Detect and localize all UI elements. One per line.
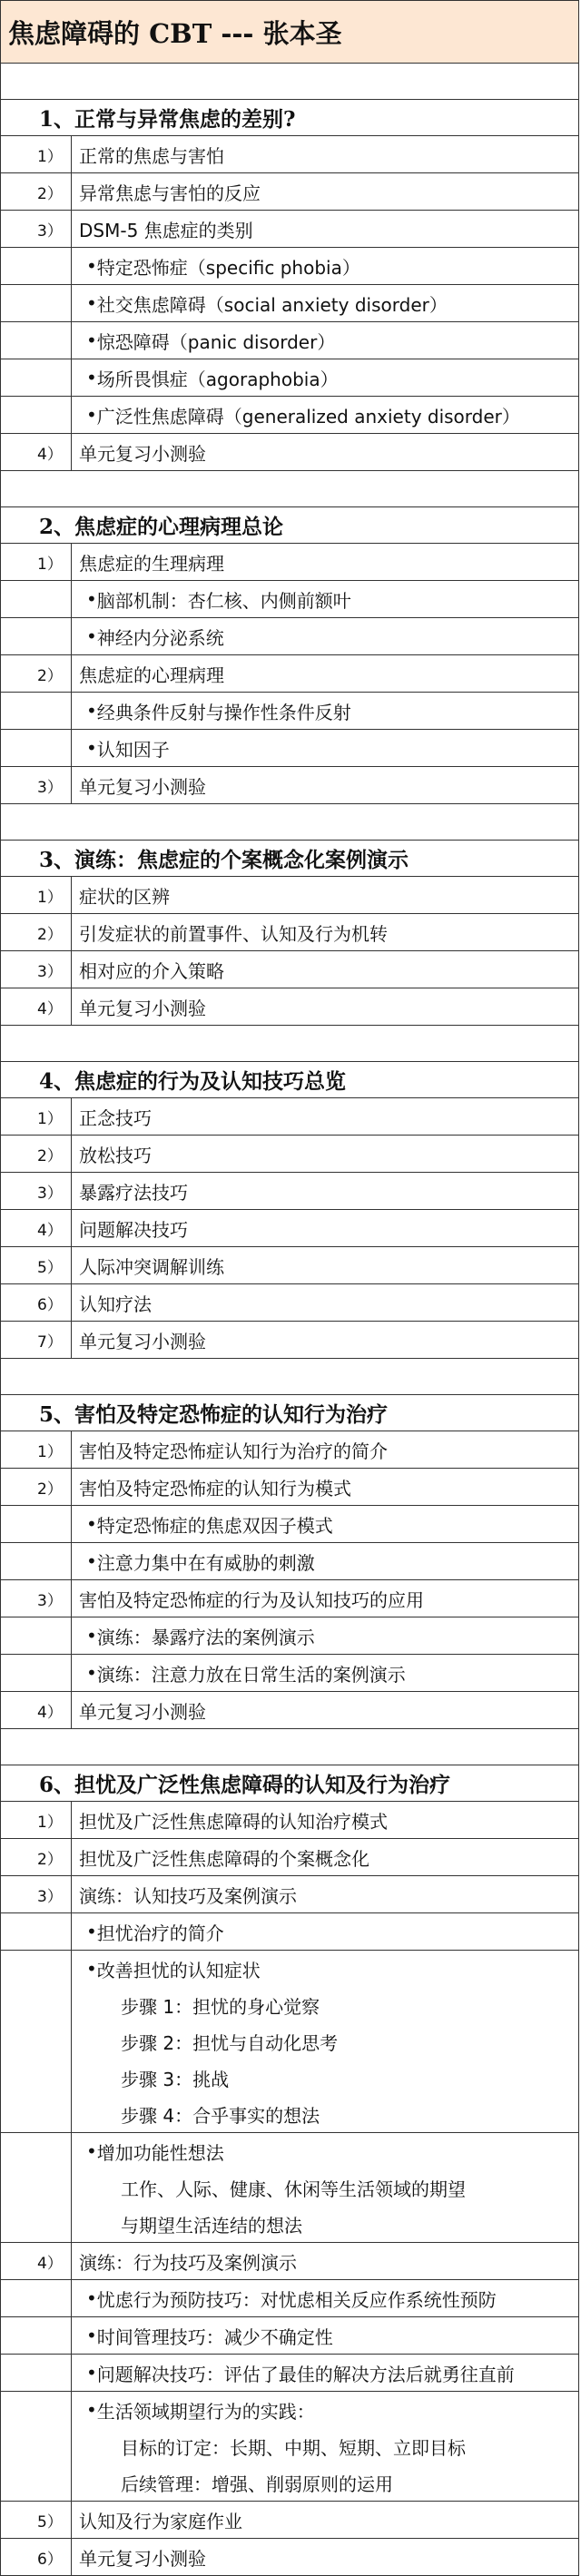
item-number <box>1 1913 72 1950</box>
list-item <box>1 2243 579 2280</box>
list-item <box>1 1136 579 1173</box>
sub-item-text: 目标的订定：长期、中期、短期、立即目标 <box>121 2436 466 2459</box>
sections-container <box>1 64 579 2576</box>
section-heading-row <box>1 100 579 136</box>
bullet-text: • 广泛性焦虑障碍（generalized anxiety disorder） <box>79 397 578 433</box>
item-content <box>72 1136 578 1172</box>
item-number <box>1 248 72 284</box>
list-item <box>1 2502 579 2539</box>
list-item <box>1 2539 579 2576</box>
item-content <box>72 1617 578 1654</box>
list-item <box>1 1431 579 1469</box>
item-text: 演练：行为技巧及案例演示 <box>79 2251 297 2274</box>
item-number <box>1 693 72 729</box>
item-content <box>72 1469 578 1505</box>
item-number <box>1 2280 72 2316</box>
item-number: 2） <box>1 173 72 210</box>
item-content <box>72 951 578 988</box>
bullet-text: • 认知因子 <box>79 730 578 766</box>
list-item <box>1 767 579 804</box>
item-content <box>72 1247 578 1283</box>
item-content <box>72 544 578 580</box>
list-item <box>1 1469 579 1506</box>
item-text: 单元复习小测验 <box>79 1700 206 1723</box>
page-title: 焦虑障碍的 CBT --- 张本圣 <box>8 17 342 49</box>
item-text: 单元复习小测验 <box>79 442 206 465</box>
section-heading-row <box>1 1395 579 1431</box>
item-number: 4） <box>1 2243 72 2279</box>
spacer-row <box>1 471 579 507</box>
item-number <box>1 618 72 654</box>
item-text: 认知及行为家庭作业 <box>79 2510 242 2532</box>
item-content <box>72 2317 578 2354</box>
section-heading-row <box>1 1765 579 1802</box>
item-content <box>72 1322 578 1358</box>
section-heading-row <box>1 507 579 544</box>
sub-item-text: 步骤 1：担忧的身心觉察 <box>121 1995 320 2018</box>
item-text: DSM-5 焦虑症的类别 <box>79 219 253 241</box>
item-content <box>72 136 578 172</box>
item-number: 4） <box>1 1210 72 1246</box>
item-number: 6） <box>1 2539 72 2575</box>
item-content <box>72 1210 578 1246</box>
list-item <box>1 1913 579 1951</box>
item-number: 2） <box>1 1136 72 1172</box>
item-content <box>72 1284 578 1321</box>
item-number: 4） <box>1 434 72 470</box>
list-item <box>1 397 579 434</box>
spacer-row <box>1 804 579 841</box>
item-text: 正常的焦虑与害怕 <box>79 144 224 167</box>
list-item <box>1 2280 579 2317</box>
item-number <box>1 397 72 433</box>
bullet-text: • 演练：暴露疗法的案例演示 <box>79 1617 578 1654</box>
bullet-text: • 注意力集中在有威胁的刺激 <box>79 1543 578 1579</box>
section-heading: 3、演练：焦虑症的个案概念化案例演示 <box>39 848 409 872</box>
list-item <box>1 1543 579 1580</box>
item-content <box>72 914 578 950</box>
item-content <box>72 767 578 803</box>
section-heading-row <box>1 841 579 877</box>
item-number: 1） <box>1 1802 72 1838</box>
item-content <box>72 434 578 470</box>
spacer-row <box>1 1359 579 1395</box>
list-item <box>1 2317 579 2355</box>
item-content <box>72 1692 578 1728</box>
sub-item-text: 与期望生活连结的想法 <box>121 2214 302 2237</box>
item-content <box>72 877 578 913</box>
item-content <box>72 1655 578 1691</box>
list-item <box>1 877 579 914</box>
list-item <box>1 1951 579 2133</box>
item-content <box>72 248 578 284</box>
list-item <box>1 2133 579 2243</box>
item-text: 害怕及特定恐怖症认知行为治疗的简介 <box>79 1440 388 1462</box>
item-content <box>72 2280 578 2316</box>
bullet-text: • 忧虑行为预防技巧：对忧虑相关反应作系统性预防 <box>79 2280 578 2316</box>
bullet-text: • 场所畏惧症（agoraphobia） <box>79 359 578 396</box>
item-number: 1） <box>1 136 72 172</box>
item-text: 演练：认知技巧及案例演示 <box>79 1884 297 1907</box>
item-number <box>1 2317 72 2354</box>
list-item <box>1 1580 579 1617</box>
item-number <box>1 1951 72 2132</box>
list-item <box>1 136 579 173</box>
list-item <box>1 2392 579 2502</box>
list-item <box>1 285 579 322</box>
item-content <box>72 1543 578 1579</box>
section-heading-row <box>1 1062 579 1098</box>
list-item <box>1 1284 579 1322</box>
list-item <box>1 359 579 397</box>
item-content <box>72 581 578 617</box>
item-text: 害怕及特定恐怖症的认知行为模式 <box>79 1477 351 1499</box>
item-content <box>72 1431 578 1468</box>
item-text: 焦虑症的心理病理 <box>79 664 224 686</box>
spacer-row <box>1 1026 579 1062</box>
item-content <box>72 1876 578 1912</box>
item-text: 单元复习小测验 <box>79 775 206 798</box>
item-number: 5） <box>1 2502 72 2538</box>
item-content <box>72 173 578 210</box>
bullet-text: • 经典条件反射与操作性条件反射 <box>79 693 578 729</box>
list-item <box>1 322 579 359</box>
item-content <box>72 1173 578 1209</box>
bullet-text: • 生活领域期望行为的实践： <box>79 2392 578 2428</box>
list-item <box>1 1692 579 1729</box>
item-content <box>72 988 578 1025</box>
bullet-text: • 增加功能性想法 <box>79 2133 578 2169</box>
item-number <box>1 359 72 396</box>
bullet-text: • 演练：注意力放在日常生活的案例演示 <box>79 1655 578 1691</box>
item-text: 焦虑症的生理病理 <box>79 552 224 575</box>
list-item <box>1 544 579 581</box>
item-content <box>72 2502 578 2538</box>
spacer-row <box>1 1729 579 1765</box>
item-number: 2） <box>1 1839 72 1875</box>
list-item <box>1 1876 579 1913</box>
item-text: 放松技巧 <box>79 1144 152 1166</box>
item-content <box>72 397 578 433</box>
list-item <box>1 655 579 693</box>
list-item <box>1 1098 579 1136</box>
item-content <box>72 618 578 654</box>
bullet-text: • 改善担忧的认知症状 <box>79 1951 578 1987</box>
section-heading: 4、焦虑症的行为及认知技巧总览 <box>39 1069 347 1094</box>
list-item <box>1 730 579 767</box>
item-number <box>1 1506 72 1542</box>
item-text: 异常焦虑与害怕的反应 <box>79 182 261 204</box>
item-content <box>72 1580 578 1617</box>
item-content <box>72 2355 578 2391</box>
item-number: 1） <box>1 877 72 913</box>
item-number: 3） <box>1 1173 72 1209</box>
item-number <box>1 322 72 359</box>
item-number <box>1 1655 72 1691</box>
bullet-text: • 特定恐怖症（specific phobia） <box>79 248 578 284</box>
item-number <box>1 730 72 766</box>
section-heading: 6、担忧及广泛性焦虑障碍的认知及行为治疗 <box>39 1773 451 1797</box>
list-item <box>1 2355 579 2392</box>
section-heading: 2、焦虑症的心理病理总论 <box>39 515 284 539</box>
list-item <box>1 1655 579 1692</box>
item-text: 单元复习小测验 <box>79 1330 206 1352</box>
item-number: 7） <box>1 1322 72 1358</box>
item-number: 3） <box>1 951 72 988</box>
sub-item-text: 工作、人际、健康、休闲等生活领域的期望 <box>121 2178 466 2200</box>
item-number <box>1 581 72 617</box>
item-text: 引发症状的前置事件、认知及行为机转 <box>79 922 388 945</box>
item-content <box>72 1839 578 1875</box>
item-number <box>1 1617 72 1654</box>
item-content <box>72 2243 578 2279</box>
item-content <box>72 359 578 396</box>
bullet-text: • 担忧治疗的简介 <box>79 1913 578 1950</box>
item-content <box>72 693 578 729</box>
item-number: 3） <box>1 1580 72 1617</box>
spacer-row <box>1 64 579 100</box>
bullet-text: • 神经内分泌系统 <box>79 618 578 654</box>
item-number: 5） <box>1 1247 72 1283</box>
item-number <box>1 2133 72 2242</box>
item-content <box>72 211 578 247</box>
item-text: 单元复习小测验 <box>79 997 206 1019</box>
item-text: 暴露疗法技巧 <box>79 1181 188 1204</box>
section-heading: 5、害怕及特定恐怖症的认知行为治疗 <box>39 1402 389 1427</box>
sub-item-text: 步骤 2：担忧与自动化思考 <box>121 2031 339 2054</box>
item-text: 症状的区辨 <box>79 885 170 908</box>
bullet-text: • 脑部机制：杏仁核、内侧前额叶 <box>79 581 578 617</box>
item-content <box>72 1951 578 2132</box>
item-number: 2） <box>1 1469 72 1505</box>
item-number: 1） <box>1 544 72 580</box>
list-item <box>1 914 579 951</box>
list-item <box>1 211 579 248</box>
list-item <box>1 1210 579 1247</box>
item-text: 担忧及广泛性焦虑障碍的个案概念化 <box>79 1847 369 1870</box>
list-item <box>1 1506 579 1543</box>
list-item <box>1 1322 579 1359</box>
list-item <box>1 1617 579 1655</box>
item-number <box>1 2392 72 2501</box>
item-number: 1） <box>1 1098 72 1135</box>
item-number: 4） <box>1 988 72 1025</box>
item-text: 相对应的介入策略 <box>79 959 224 982</box>
list-item <box>1 434 579 471</box>
item-content <box>72 285 578 321</box>
bullet-text: • 社交焦虑障碍（social anxiety disorder） <box>79 285 578 321</box>
item-text: 认知疗法 <box>79 1293 152 1315</box>
list-item <box>1 988 579 1026</box>
section-heading: 1、正常与异常焦虑的差别? <box>39 107 296 132</box>
item-content <box>72 730 578 766</box>
item-number: 3） <box>1 1876 72 1912</box>
item-number: 6） <box>1 1284 72 1321</box>
item-text: 单元复习小测验 <box>79 2547 206 2570</box>
item-content <box>72 2392 578 2501</box>
list-item <box>1 618 579 655</box>
item-number <box>1 1543 72 1579</box>
bullet-text: • 惊恐障碍（panic disorder） <box>79 322 578 359</box>
list-item <box>1 1173 579 1210</box>
bullet-text: • 时间管理技巧：减少不确定性 <box>79 2317 578 2354</box>
list-item <box>1 1802 579 1839</box>
item-content <box>72 1802 578 1838</box>
item-content <box>72 1913 578 1950</box>
item-content <box>72 322 578 359</box>
item-text: 害怕及特定恐怖症的行为及认知技巧的应用 <box>79 1588 424 1611</box>
item-number: 2） <box>1 655 72 692</box>
sub-item-text: 步骤 3：挑战 <box>121 2068 230 2090</box>
item-number: 3） <box>1 767 72 803</box>
item-text: 人际冲突调解训练 <box>79 1255 224 1278</box>
item-content <box>72 655 578 692</box>
item-content <box>72 1098 578 1135</box>
list-item <box>1 1247 579 1284</box>
list-item <box>1 173 579 211</box>
item-text: 问题解决技巧 <box>79 1218 188 1241</box>
list-item <box>1 951 579 988</box>
item-number: 4） <box>1 1692 72 1728</box>
item-number: 2） <box>1 914 72 950</box>
list-item <box>1 1839 579 1876</box>
item-content <box>72 2539 578 2575</box>
list-item <box>1 581 579 618</box>
item-number: 1） <box>1 1431 72 1468</box>
item-content <box>72 2133 578 2242</box>
title-row <box>1 1 579 64</box>
item-content <box>72 1506 578 1542</box>
list-item <box>1 248 579 285</box>
item-text: 担忧及广泛性焦虑障碍的认知治疗模式 <box>79 1810 388 1833</box>
item-number <box>1 285 72 321</box>
list-item <box>1 693 579 730</box>
item-text: 正念技巧 <box>79 1106 152 1129</box>
item-number: 3） <box>1 211 72 247</box>
bullet-text: • 特定恐怖症的焦虑双因子模式 <box>79 1506 578 1542</box>
bullet-text: • 问题解决技巧：评估了最佳的解决方法后就勇往直前 <box>79 2355 578 2391</box>
sub-item-text: 步骤 4：合乎事实的想法 <box>121 2104 320 2127</box>
sub-item-text: 后续管理：增强、削弱原则的运用 <box>121 2473 393 2495</box>
item-number <box>1 2355 72 2391</box>
